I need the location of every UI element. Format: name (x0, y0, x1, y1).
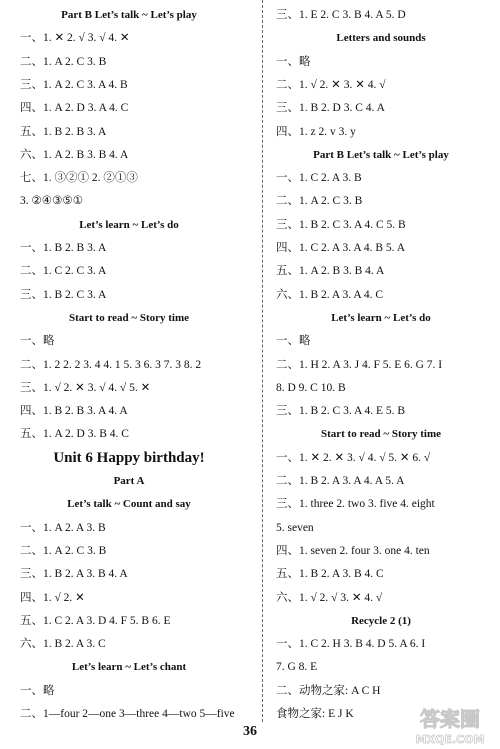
answer-line: 三、1. three 2. two 3. five 4. eight (276, 498, 435, 511)
section-heading: Let’s learn ~ Let’s do (79, 218, 179, 231)
section-heading: Let’s learn ~ Let’s do (331, 311, 431, 324)
answer-line: 五、1. C 2. A 3. D 4. F 5. B 6. E (20, 614, 171, 627)
answer-line: 三、1. √ 2. ✕ 3. √ 4. √ 5. ✕ (20, 381, 151, 394)
answer-line: 六、1. B 2. A 3. A 4. C (276, 288, 384, 301)
answer-line: 五、1. B 2. A 3. B 4. C (276, 568, 384, 581)
answer-line: 四、1. z 2. v 3. y (276, 125, 356, 138)
answer-line: 食物之家: E J K (276, 708, 354, 720)
answer-line: 5. seven (276, 521, 314, 534)
section-heading: Recycle 2 (1) (351, 614, 411, 627)
answer-line: 二、1. √ 2. ✕ 3. ✕ 4. √ (276, 78, 386, 91)
answer-line: 五、1. A 2. B 3. B 4. A (276, 265, 385, 278)
answer-line: 六、1. √ 2. √ 3. ✕ 4. √ (276, 591, 383, 604)
section-heading: Let’s talk ~ Count and say (67, 498, 191, 511)
answer-line: 五、1. B 2. B 3. A (20, 125, 107, 138)
answer-line: 三、1. B 2. C 3. A (20, 288, 107, 301)
answer-line: 三、1. B 2. D 3. C 4. A (276, 102, 385, 115)
answer-line: 二、1. H 2. A 3. J 4. F 5. E 6. G 7. I (276, 358, 443, 371)
section-heading: Part B Let’s talk ~ Let’s play (61, 9, 197, 21)
answer-line: 三、1. B 2. A 3. B 4. A (20, 568, 128, 581)
answer-line: 一、略 (276, 55, 311, 68)
answer-line: 二、1. B 2. A 3. A 4. A 5. A (276, 475, 405, 487)
answer-line: 8. D 9. C 10. B (276, 381, 346, 394)
answer-line: 三、1. A 2. C 3. A 4. B (20, 78, 128, 91)
answer-line: 7. G 8. E (276, 661, 318, 674)
answer-line: 一、略 (276, 335, 311, 348)
answer-line: 四、1. √ 2. ✕ (20, 591, 85, 604)
answer-line: 七、1. ③②① 2. ②①③ (20, 172, 138, 185)
answer-line: 二、1—four 2—one 3—three 4—two 5—five (20, 708, 235, 720)
answer-line: 三、1. E 2. C 3. B 4. A 5. D (276, 9, 406, 21)
section-heading: Part A (113, 475, 145, 487)
answer-line: 一、1. B 2. B 3. A (20, 242, 107, 254)
page-number: 36 (243, 724, 257, 739)
answer-line: 一、1. C 2. A 3. B (276, 172, 362, 185)
answer-line: 二、1. A 2. C 3. B (276, 195, 363, 208)
watermark-logo (404, 704, 496, 748)
section-heading: Start to read ~ Story time (320, 428, 442, 441)
answer-line: 二、1. 2 2. 2 3. 4 4. 1 5. 3 6. 3 7. 3 8. 2 (20, 358, 202, 371)
answer-line: 二、1. A 2. C 3. B (20, 544, 107, 557)
svg-text:答案圈: 答案圈 (420, 707, 480, 731)
section-heading: Part B Let’s talk ~ Let’s play (313, 148, 449, 161)
answer-line: 二、动物之家: A C H (276, 684, 381, 697)
answer-line: 二、1. C 2. C 3. A (20, 265, 107, 278)
answer-line: 3. ②④③⑤① (20, 195, 84, 208)
answer-line: 二、1. A 2. C 3. B (20, 55, 107, 68)
svg-text:MXQE.COM: MXQE.COM (415, 733, 485, 746)
answer-line: 六、1. B 2. A 3. C (20, 638, 106, 651)
answer-line: 四、1. B 2. B 3. A 4. A (20, 405, 128, 418)
answer-line: 一、略 (20, 684, 55, 697)
unit-title: Unit 6 Happy birthday! (53, 449, 205, 466)
answer-line: 三、1. B 2. C 3. A 4. E 5. B (276, 405, 406, 418)
section-heading: Start to read ~ Story time (68, 311, 190, 324)
section-heading: Let’s learn ~ Let’s chant (71, 661, 187, 674)
answer-line: 四、1. A 2. D 3. A 4. C (20, 102, 129, 115)
answer-line: 五、1. A 2. D 3. B 4. C (20, 428, 129, 441)
section-heading: Letters and sounds (336, 32, 426, 45)
answer-line: 三、1. B 2. C 3. A 4. C 5. B (276, 218, 406, 231)
answer-line: 一、1. C 2. H 3. B 4. D 5. A 6. I (276, 638, 426, 651)
answer-line: 一、略 (20, 335, 55, 348)
answer-line: 四、1. seven 2. four 3. one 4. ten (276, 544, 430, 557)
answer-line: 一、1. ✕ 2. √ 3. √ 4. ✕ (20, 32, 130, 45)
answer-line: 一、1. A 2. A 3. B (20, 521, 106, 534)
answer-line: 六、1. A 2. B 3. B 4. A (20, 148, 129, 161)
answer-line: 一、1. ✕ 2. ✕ 3. √ 4. √ 5. ✕ 6. √ (276, 451, 431, 464)
answer-line: 四、1. C 2. A 3. A 4. B 5. A (276, 242, 406, 254)
